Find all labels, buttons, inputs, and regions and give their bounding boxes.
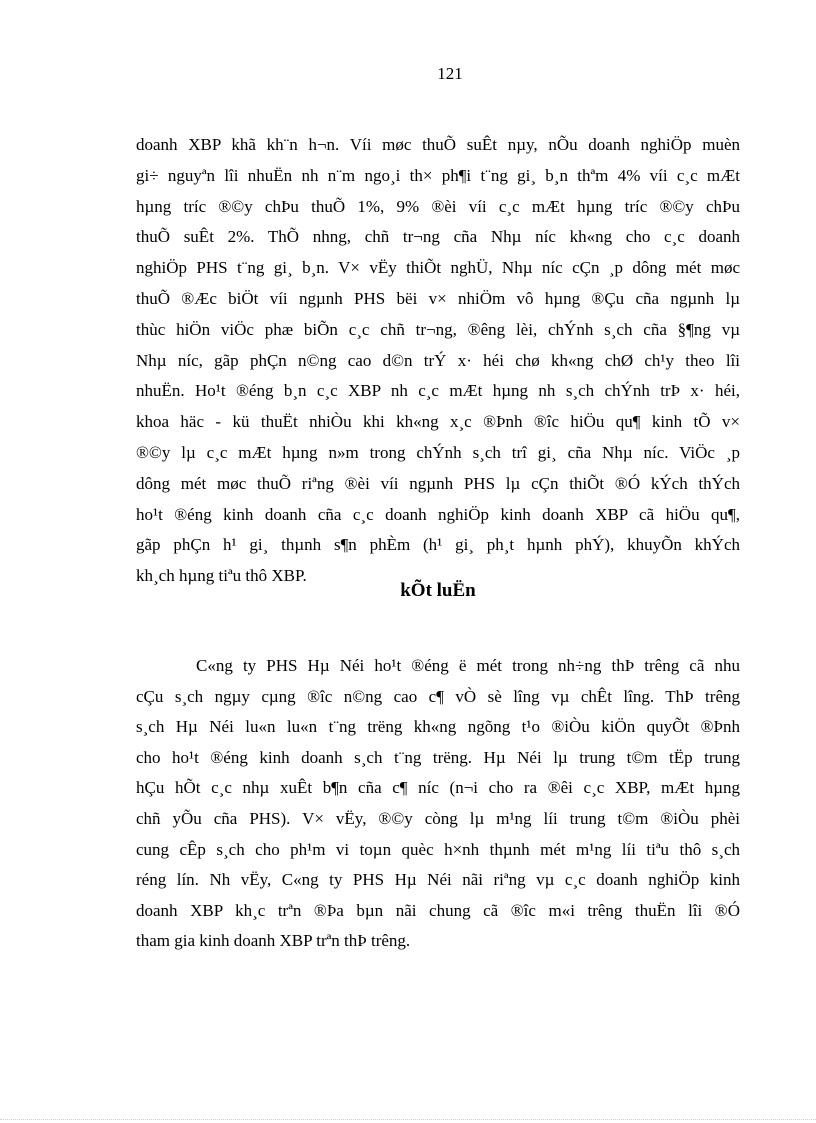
text-line: gãp phÇn h¹ gi¸ thµnh s¶n phÈm (h¹ gi¸ ph¸t hµnh phÝ), khuyÕn khÝch [136,535,740,555]
text-line: kh¸ch hµng tiªu thô XBP. [136,566,307,586]
text-line: nghiÖp PHS t¨ng gi¸ b¸n. V× vËy thiÕt nghÜ, Nhµ níc cÇn ¸p dông mét møc [136,258,740,278]
text-line: cho ho¹t ®éng kinh doanh s¸ch t¨ng trëng. Hµ Néi lµ trung t©m tËp trung [136,747,740,767]
text-line: ®©y lµ c¸c mÆt hµng n»m trong chÝnh s¸ch trî gi¸ cña Nhµ níc. ViÖc ¸p [136,442,740,462]
text-line: thùc hiÖn viÖc phæ biÕn c¸c chñ tr¬ng, ®êng lèi, chÝnh s¸ch cña §¶ng vµ [136,319,740,339]
text-line: réng lín. Nh vËy, C«ng ty PHS Hµ Néi nãi riªng vµ c¸c doanh nghiÖp kinh [136,870,740,890]
text-line: s¸ch Hµ Néi lu«n lu«n t¨ng trëng kh«ng ngõng t¹o ®iÒu kiÖn quyÕt ®Þnh [136,717,740,737]
text-line: Nhµ níc, gãp phÇn n©ng cao d©n trÝ x· héi chø kh«ng chØ ch¹y theo lîi [136,350,740,370]
text-line: cung cÊp s¸ch cho ph¹m vi toµn quèc h×nh thµnh mét m¹ng líi tiªu thô s¸ch [136,839,740,859]
section-heading: kÕt luËn [400,580,476,601]
text-line: doanh XBP khã kh¨n h¬n. Víi møc thuÕ suÊt nµy, nÕu doanh nghiÖp muèn [136,135,740,154]
text-line: dông mét møc thuÕ riªng ®èi víi ngµnh PHS lµ cÇn thiÕt ®Ó kÝch thÝch [136,473,740,493]
text-line: thuÕ suÊt 2%. ThÕ nhng, chñ tr¬ng cña Nhµ níc kh«ng cho c¸c doanh [136,227,740,247]
text-line: nhuËn. Ho¹t ®éng b¸n c¸c XBP nh c¸c mÆt hµng nh s¸ch chÝnh trÞ x· héi, [136,381,740,401]
page-bottom-divider [0,1119,816,1120]
page-number: 121 [437,64,463,83]
text-line: chñ yÕu cña PHS). V× vËy, ®©y còng lµ m¹ng líi trung t©m ®iÒu phèi [136,808,740,828]
body-paragraph-2 [136,651,740,957]
body-paragraph-1 [136,130,740,592]
text-line: hµng tríc ®©y chÞu thuÕ 1%, 9% ®èi víi c¸c mÆt hµng tríc ®©y chÞu [136,196,740,216]
text-line: C«ng ty PHS Hµ Néi ho¹t ®éng ë mét trong nh÷ng thÞ trêng cã nhu [196,656,740,675]
text-line: gi÷ nguyªn lîi nhuËn nh n¨m ngo¸i th× ph¶i t¨ng gi¸ b¸n thªm 4% víi c¸c mÆt [136,165,740,185]
text-line: khoa häc - kü thuËt nhiÒu khi kh«ng x¸c ®Þnh ®îc hiÖu qu¶ kinh tÕ v× [136,412,740,432]
text-line: hÇu hÕt c¸c nhµ xuÊt b¶n cña c¶ níc (n¬i cho ra ®êi c¸c XBP, mÆt hµng [136,778,740,798]
text-line: tham gia kinh doanh XBP trªn thÞ trêng. [136,931,411,951]
text-line: cÇu s¸ch ngµy cµng ®îc n©ng cao c¶ vÒ sè lîng vµ chÊt lîng. ThÞ trêng [136,686,740,706]
text-line: thuÕ ®Æc biÖt víi ngµnh PHS bëi v× nhiÖm vô hµng ®Çu cña ngµnh lµ [136,288,740,308]
text-line: doanh XBP kh¸c trªn ®Þa bµn nãi chung cã ®îc m«i trêng thuËn lîi ®Ó [136,900,740,920]
text-line: ho¹t ®éng kinh doanh cña c¸c doanh nghiÖp kinh doanh XBP cã hiÖu qu¶, [136,504,740,524]
